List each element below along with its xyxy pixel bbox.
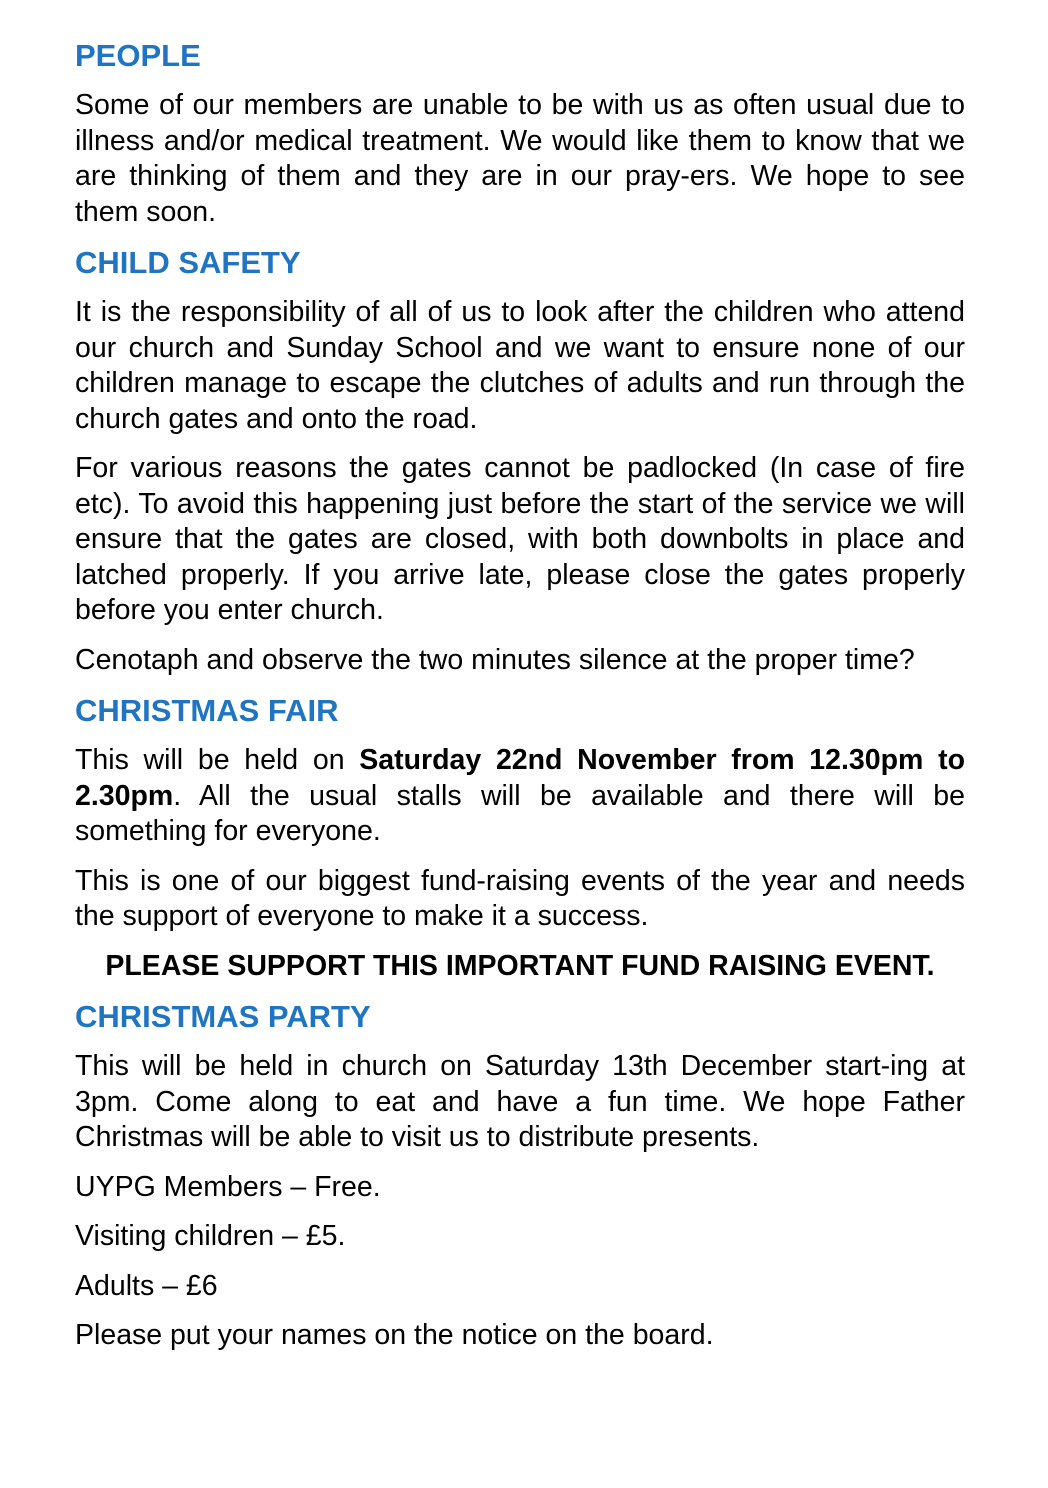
child-safety-paragraph-2: For various reasons the gates cannot be padlocked (In case of fire etc). To avoid this happening just before the start of the service we will ensure that the gates are closed, with both downbolts in place and latched properly. If you arrive late, please close the gates properly before you enter church.: [75, 452, 965, 626]
child-safety-heading: CHILD SAFETY: [75, 245, 301, 280]
christmas-fair-paragraph-1: [75, 743, 965, 850]
party-price-members: UYPG Members – Free.: [75, 1170, 381, 1203]
fair-text-after: . All the usual stalls will be available and there will be something for everyone.: [75, 779, 965, 847]
party-price-adults: Adults – £6: [75, 1269, 218, 1302]
child-safety-paragraph-1: It is the responsibility of all of us to look after the children who attend our church and Sunday School and we want to ensure none of our children manage to escape the clutches of adults and run through the church gates and onto the road.: [75, 296, 965, 435]
party-signup-note: Please put your names on the notice on the board.: [75, 1319, 714, 1351]
christmas-party-paragraph: This will be held in church on Saturday 13th December start-ing at 3pm. Come along to eat and have a fun time. We hope Father Christmas will be able to visit us to distribute presents.: [75, 1050, 965, 1153]
people-heading: PEOPLE: [75, 38, 201, 73]
fair-support-callout: PLEASE SUPPORT THIS IMPORTANT FUND RAISING EVENT.: [105, 949, 935, 982]
christmas-fair-heading: CHRISTMAS FAIR: [75, 693, 339, 728]
party-price-visiting-children: Visiting children – £5.: [75, 1220, 346, 1252]
christmas-fair-paragraph-2: This is one of our biggest fund-raising events of the year and needs the support of everyone to make it a success.: [75, 864, 965, 932]
christmas-party-heading: CHRISTMAS PARTY: [75, 999, 371, 1034]
child-safety-paragraph-3: Cenotaph and observe the two minutes silence at the proper time?: [75, 643, 915, 676]
fair-date-bold: Saturday 22nd November from 12.30pm to 2.30pm: [75, 744, 965, 812]
fair-text-before: This will be held on: [75, 744, 360, 776]
people-paragraph: Some of our members are unable to be with us as often usual due to illness and/or medical treatment. We would like them to know that we are thinking of them and they are in our pray-ers. We hope to see them soon.: [75, 89, 965, 228]
newsletter-page: [75, 36, 965, 1354]
